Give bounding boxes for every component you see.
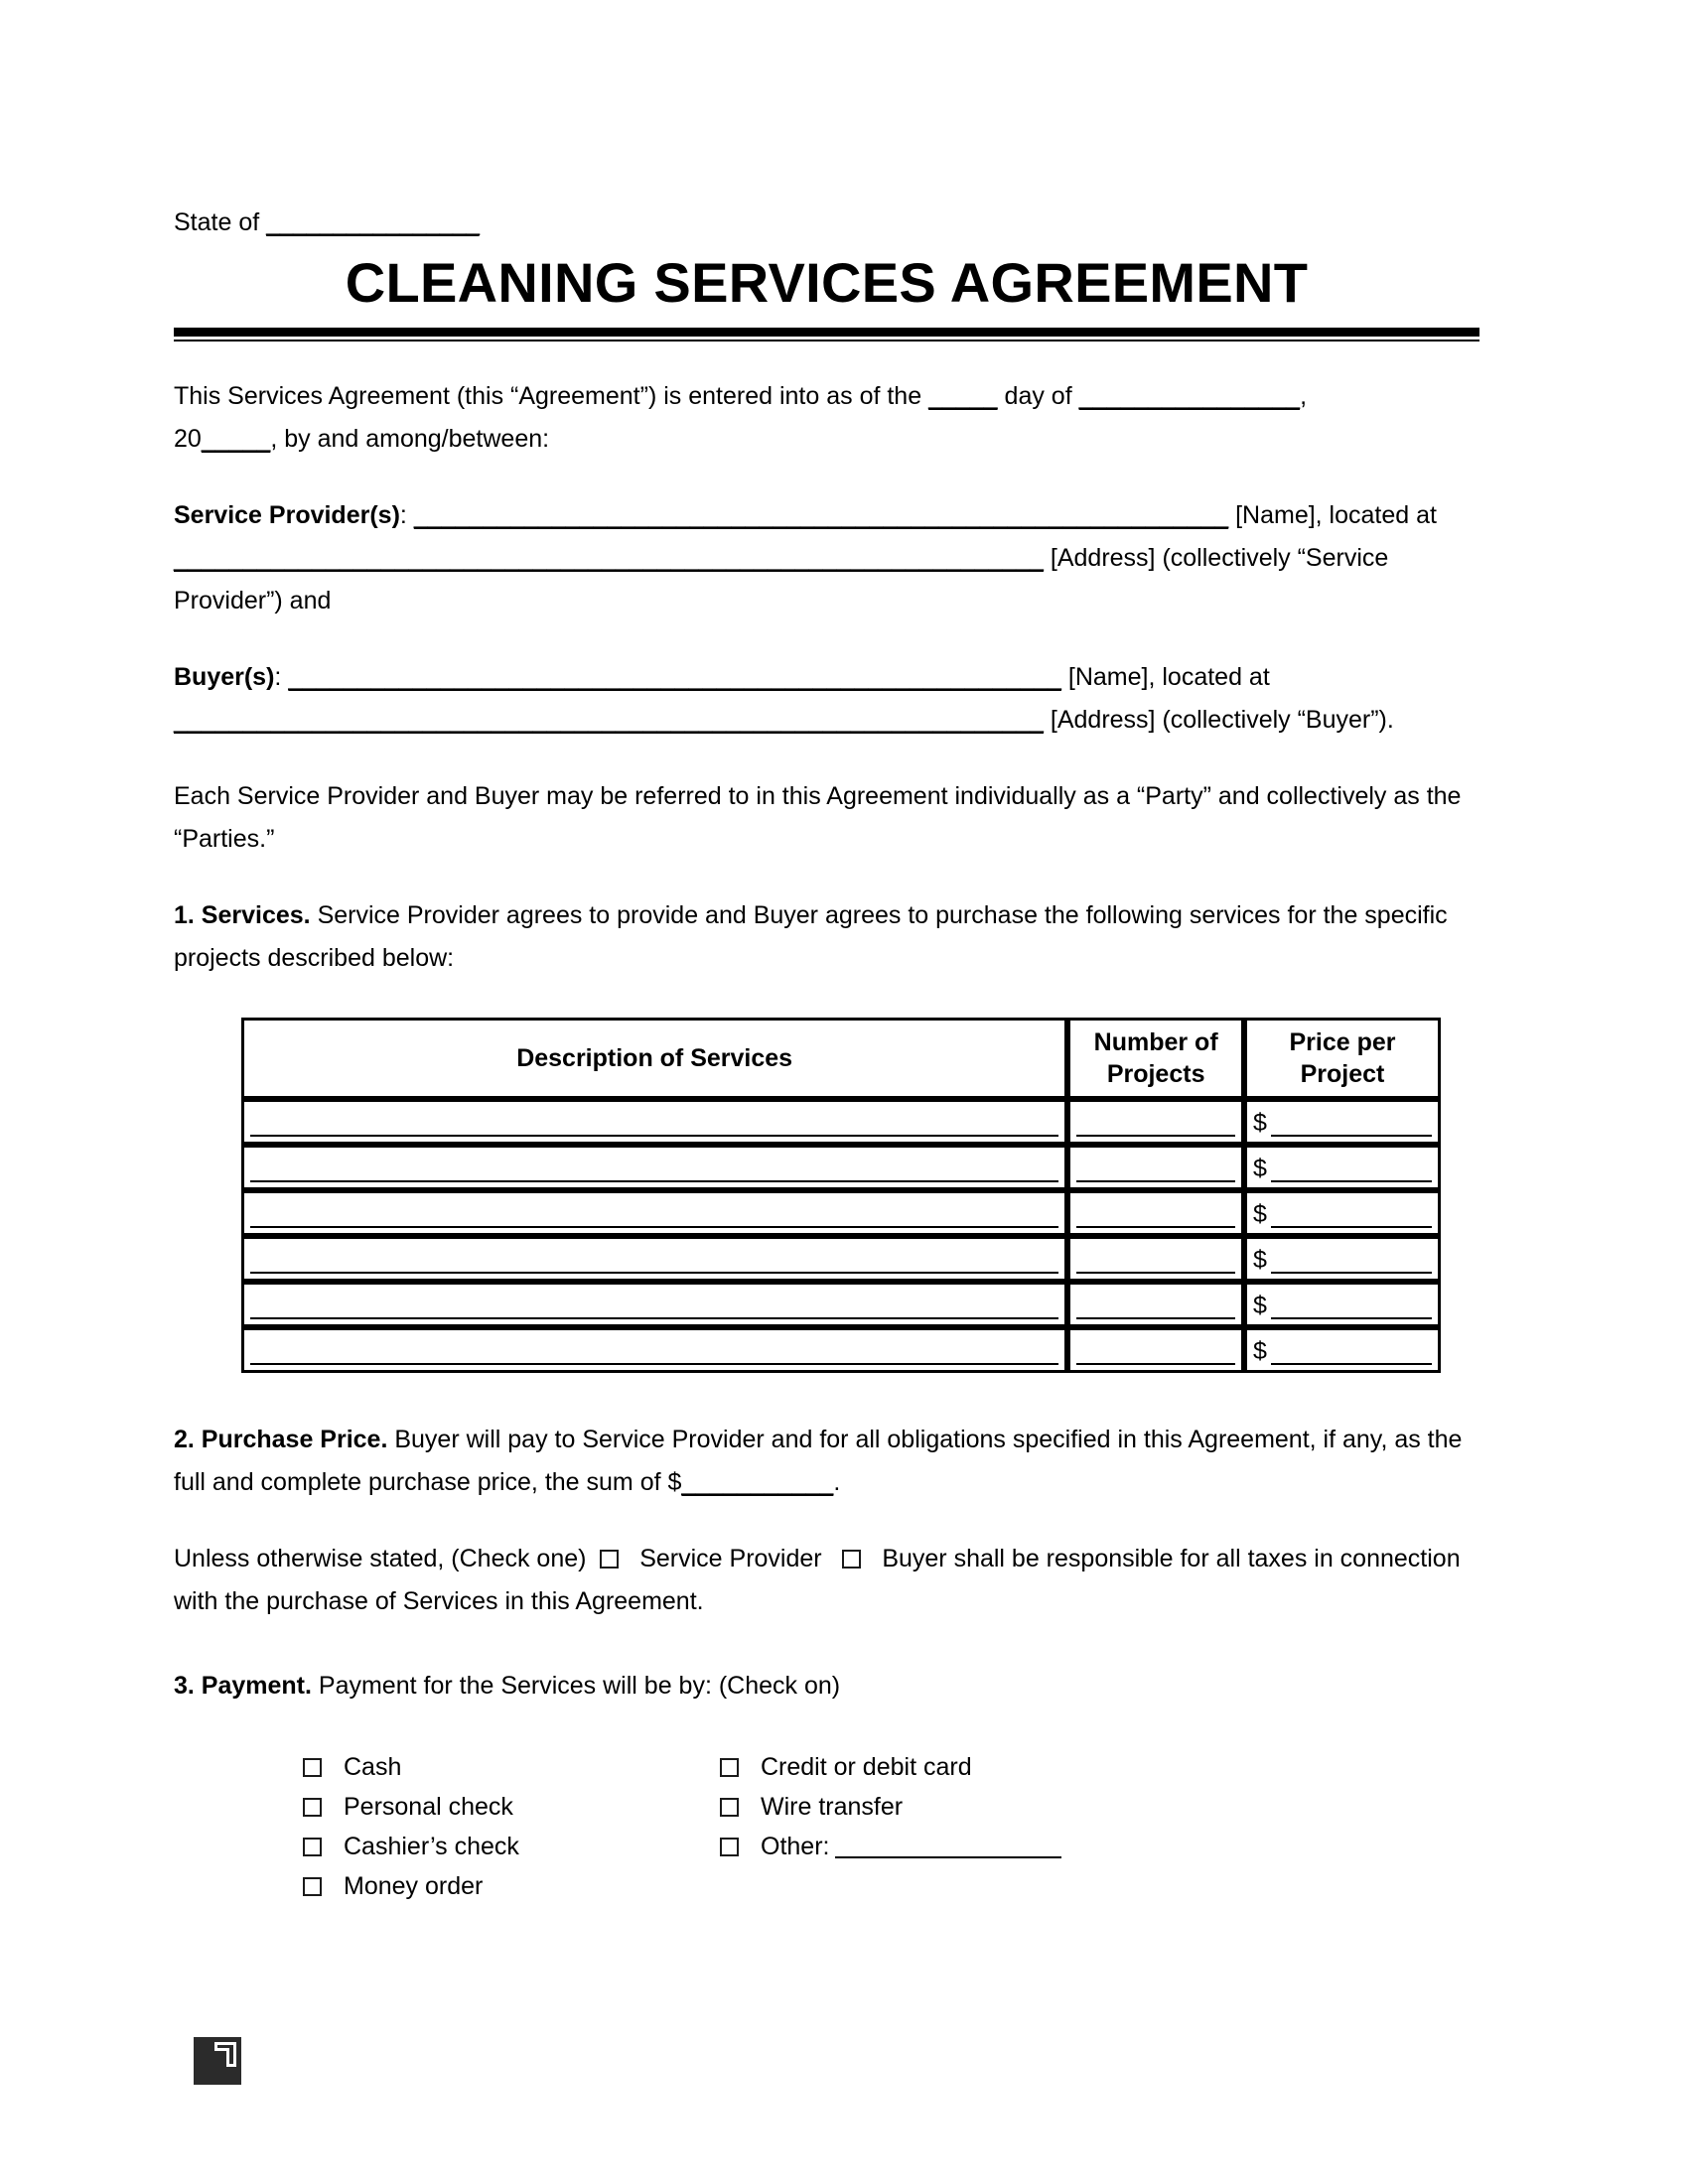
cell-underline: [1076, 1317, 1235, 1319]
section-purchase-price-number: 2. Purchase Price.: [174, 1426, 388, 1453]
cell-underline: [250, 1317, 1058, 1319]
cell-number-of-projects[interactable]: [1067, 1236, 1244, 1282]
cell-number-of-projects[interactable]: [1067, 1099, 1244, 1145]
cell-description[interactable]: [241, 1145, 1067, 1190]
cell-underline: [1076, 1363, 1235, 1365]
payment-option-other-blank[interactable]: [835, 1835, 1061, 1858]
taxes-option-service-provider-label: Service Provider: [639, 1545, 822, 1572]
section-services-body: Service Provider agrees to provide and Buyer agrees to purchase the following services for the specific projects described below:: [174, 901, 1448, 972]
buyer-colon: :: [274, 663, 289, 691]
payment-option-cashiers-check[interactable]: [303, 1827, 720, 1866]
cell-underline: [1271, 1135, 1432, 1137]
cell-underline: [250, 1272, 1058, 1274]
checkbox-cashiers-check[interactable]: [303, 1838, 322, 1856]
payment-option-money-order[interactable]: [303, 1866, 720, 1906]
table-row: [241, 1190, 1441, 1236]
cell-underline: [1271, 1226, 1432, 1228]
title-divider: [174, 328, 1479, 341]
day-blank[interactable]: _____: [928, 382, 998, 410]
payment-option-other-label: Other:: [761, 1833, 830, 1860]
cell-underline: [1271, 1272, 1432, 1274]
buyer-name-tag: [Name], located at: [1060, 663, 1270, 691]
table-row: [241, 1282, 1441, 1327]
intro-text-c: ,: [1300, 382, 1308, 410]
section-purchase-price: [174, 1419, 1479, 1504]
services-table-wrapper: [241, 1018, 1479, 1373]
payment-option-wire-transfer[interactable]: [720, 1787, 1479, 1827]
payment-option-credit-or-debit-card-label: Credit or debit card: [761, 1753, 972, 1781]
currency-symbol: $: [1253, 1155, 1267, 1182]
service-provider-block: [174, 494, 1479, 622]
cell-underline: [1076, 1135, 1235, 1137]
currency-symbol: $: [1253, 1246, 1267, 1274]
cell-underline: [1271, 1363, 1432, 1365]
services-table-header-row: [241, 1018, 1441, 1099]
currency-symbol: $: [1253, 1337, 1267, 1365]
cell-underline: [1271, 1317, 1432, 1319]
cell-underline: [1076, 1226, 1235, 1228]
cell-price-per-project[interactable]: [1244, 1190, 1441, 1236]
cell-underline: [1076, 1272, 1235, 1274]
table-row: [241, 1327, 1441, 1373]
payment-option-cashiers-check-label: Cashier’s check: [344, 1833, 519, 1860]
column-header-description: Description of Services: [241, 1018, 1067, 1099]
cell-underline: [1076, 1180, 1235, 1182]
section-services-number: 1. Services.: [174, 901, 311, 929]
cell-underline: [250, 1226, 1058, 1228]
legal-templates-logo: [194, 2037, 241, 2085]
taxes-option-buyer-label: Buyer: [882, 1545, 947, 1572]
payment-option-other[interactable]: [720, 1827, 1479, 1866]
document-content: [174, 0, 1479, 1906]
section-purchase-price-body: Buyer will pay to Service Provider and for all obligations specified in this Agreement, if any, as the full and complete purchase price, the sum of $: [174, 1426, 1463, 1496]
checkbox-taxes-service-provider[interactable]: [600, 1550, 619, 1569]
cell-underline: [250, 1180, 1058, 1182]
cell-underline: [250, 1363, 1058, 1365]
cell-description[interactable]: [241, 1236, 1067, 1282]
cell-underline: [1271, 1180, 1432, 1182]
cell-description[interactable]: [241, 1282, 1067, 1327]
service-provider-address-blank[interactable]: _______________________________________________________________: [174, 544, 1044, 572]
buyer-label: Buyer(s): [174, 663, 275, 691]
cell-number-of-projects[interactable]: [1067, 1327, 1244, 1373]
payment-option-cash-label: Cash: [344, 1753, 402, 1781]
section-payment-number: 3. Payment.: [174, 1672, 312, 1700]
intro-year-prefix: 20: [174, 425, 202, 453]
cell-price-per-project[interactable]: [1244, 1099, 1441, 1145]
buyer-address-tag: [Address] (collectively “Buyer”).: [1043, 706, 1394, 734]
payment-option-cash[interactable]: [303, 1747, 720, 1787]
buyer-address-blank[interactable]: _______________________________________________________________: [174, 706, 1044, 734]
cell-price-per-project[interactable]: [1244, 1145, 1441, 1190]
payment-grid-spacer: [720, 1866, 1479, 1906]
cell-description[interactable]: [241, 1190, 1067, 1236]
currency-symbol: $: [1253, 1109, 1267, 1137]
table-row: [241, 1145, 1441, 1190]
buyer-name-blank[interactable]: ________________________________________________________: [288, 663, 1061, 691]
page-title: CLEANING SERVICES AGREEMENT: [345, 251, 1309, 314]
taxes-text-b: shall be responsible for all taxes in connection with the purchase of Services in this Agreement.: [174, 1545, 1461, 1615]
service-provider-address-tag: [Address] (collectively “Service: [1043, 544, 1389, 572]
column-header-number-of-projects: Number of Projects: [1067, 1018, 1244, 1099]
taxes-text-a: Unless otherwise stated, (Check one): [174, 1545, 587, 1572]
checkbox-credit-or-debit-card[interactable]: [720, 1758, 739, 1777]
table-row: [241, 1236, 1441, 1282]
taxes-paragraph: [174, 1538, 1479, 1623]
checkbox-wire-transfer[interactable]: [720, 1798, 739, 1817]
state-of-label: State of: [174, 208, 267, 236]
services-table: [241, 1018, 1441, 1373]
state-of-blank[interactable]: ________________: [266, 208, 480, 236]
section-purchase-price-period: .: [833, 1468, 841, 1496]
year-blank[interactable]: _____: [201, 425, 271, 453]
checkbox-cash[interactable]: [303, 1758, 322, 1777]
section-payment: [174, 1665, 1479, 1707]
service-provider-name-tag: [Name], located at: [1228, 501, 1437, 529]
service-provider-tail: Provider”) and: [174, 587, 332, 614]
checkbox-money-order[interactable]: [303, 1877, 322, 1896]
payment-option-wire-transfer-label: Wire transfer: [761, 1793, 904, 1821]
cell-underline: [250, 1135, 1058, 1137]
section-payment-body: Payment for the Services will be by: (Check on): [311, 1672, 841, 1700]
intro-text-d: , by and among/between:: [270, 425, 550, 453]
column-header-price-per-project: Price per Project: [1244, 1018, 1441, 1099]
state-of-line: [174, 0, 1479, 238]
intro-text-a: This Services Agreement (this “Agreement”) is entered into as of the: [174, 382, 929, 410]
cell-price-per-project[interactable]: [1244, 1327, 1441, 1373]
service-provider-name-blank[interactable]: ___________________________________________________________: [413, 501, 1229, 529]
service-provider-colon: :: [399, 501, 414, 529]
cell-number-of-projects[interactable]: [1067, 1190, 1244, 1236]
intro-paragraph: [174, 375, 1479, 461]
payment-option-credit-or-debit-card[interactable]: [720, 1747, 1479, 1787]
cell-price-per-project[interactable]: [1244, 1236, 1441, 1282]
cell-description[interactable]: [241, 1327, 1067, 1373]
table-row: [241, 1099, 1441, 1145]
checkbox-taxes-buyer[interactable]: [842, 1550, 861, 1569]
currency-symbol: $: [1253, 1200, 1267, 1228]
service-provider-label: Service Provider(s): [174, 501, 400, 529]
month-blank[interactable]: ________________: [1078, 382, 1301, 410]
cell-number-of-projects[interactable]: [1067, 1282, 1244, 1327]
checkbox-personal-check[interactable]: [303, 1798, 322, 1817]
checkbox-other[interactable]: [720, 1838, 739, 1856]
purchase-price-amount-blank[interactable]: ___________: [681, 1468, 834, 1496]
cell-price-per-project[interactable]: [1244, 1282, 1441, 1327]
payment-option-personal-check-label: Personal check: [344, 1793, 513, 1821]
section-services: [174, 894, 1479, 980]
parties-paragraph: Each Service Provider and Buyer may be referred to in this Agreement individually as a “Party” and collectively as the “Parties.”: [174, 782, 1462, 853]
payment-option-personal-check[interactable]: [303, 1787, 720, 1827]
payment-option-money-order-label: Money order: [344, 1872, 484, 1900]
payment-options-grid: [303, 1747, 1479, 1906]
cell-number-of-projects[interactable]: [1067, 1145, 1244, 1190]
intro-text-b: day of: [997, 382, 1079, 410]
buyer-block: [174, 656, 1479, 742]
currency-symbol: $: [1253, 1292, 1267, 1319]
cell-description[interactable]: [241, 1099, 1067, 1145]
